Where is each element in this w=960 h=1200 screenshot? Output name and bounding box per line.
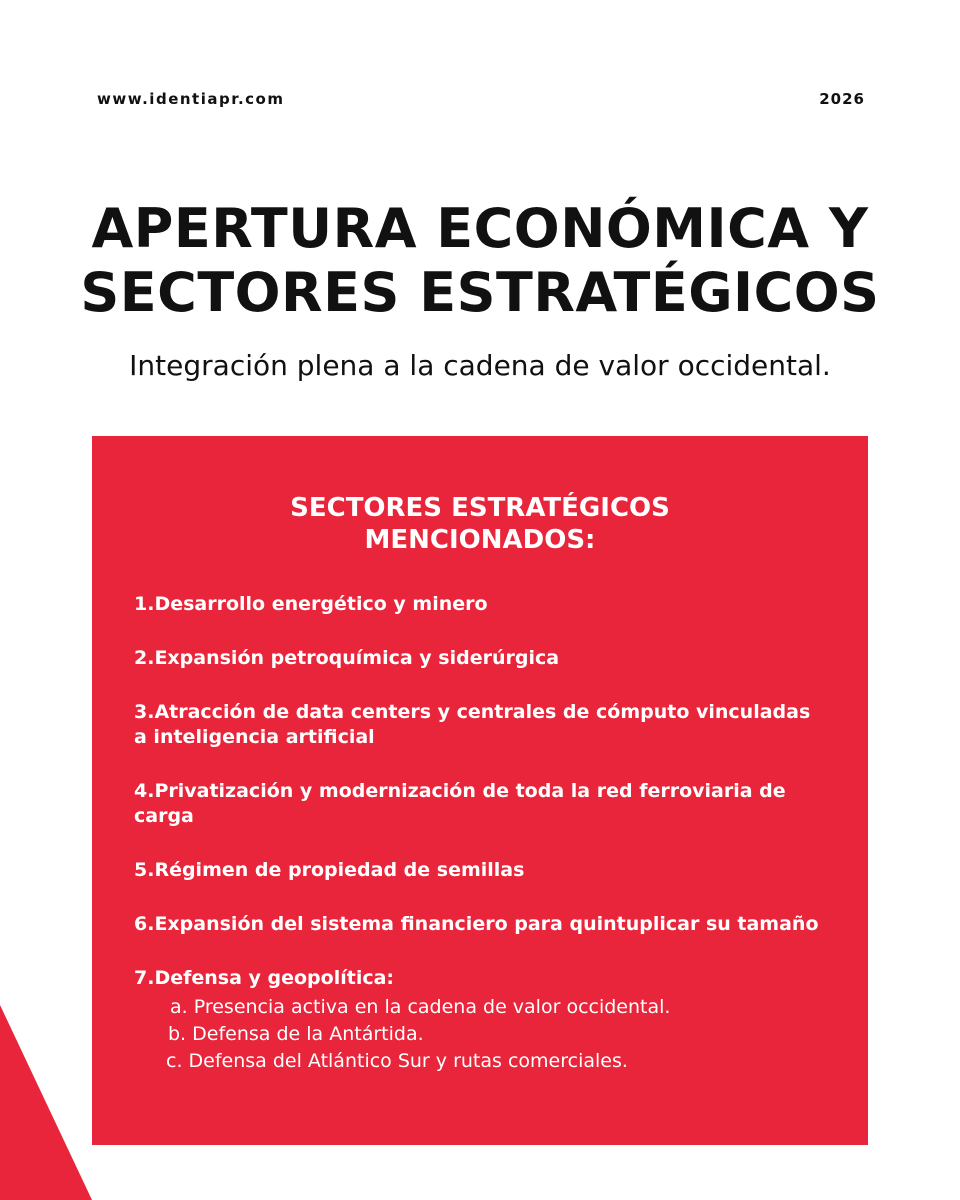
sublist-item: c. Defensa del Atlántico Sur y rutas comerciales.	[166, 1050, 628, 1072]
card-title-line-2: MENCIONADOS:	[364, 525, 596, 555]
page-title-line-1: APERTURA ECONÓMICA Y	[91, 197, 869, 260]
page-subtitle: Integración plena a la cadena de valor occidental.	[129, 349, 831, 382]
defense-sublist	[134, 994, 824, 1075]
list-item: 3.Atracción de data centers y centrales de cómputo vinculadas a inteligencia artificial	[134, 701, 811, 748]
year-label: 2026	[819, 90, 865, 108]
list-item: 2.Expansión petroquímica y siderúrgica	[134, 647, 560, 669]
list-item: 1.Desarrollo energético y minero	[134, 593, 488, 615]
card-title	[92, 492, 868, 556]
list-item: 5.Régimen de propiedad de semillas	[134, 859, 525, 881]
list-item-defense	[134, 966, 824, 1075]
sectors-card	[92, 436, 868, 1145]
sublist-item: b. Defensa de la Antártida.	[168, 1023, 424, 1045]
card-title-line-1: SECTORES ESTRATÉGICOS	[290, 493, 670, 523]
corner-decoration	[0, 1005, 92, 1200]
sublist-item: a. Presencia activa en la cadena de valor occidental.	[170, 996, 671, 1018]
list-item-label: 7.Defensa y geopolítica:	[134, 967, 395, 989]
page-title	[0, 197, 960, 325]
site-url: www.identiapr.com	[97, 90, 285, 108]
sector-list	[134, 592, 824, 1075]
page-title-line-2: SECTORES ESTRATÉGICOS	[80, 261, 880, 324]
list-item: 6.Expansión del sistema financiero para quintuplicar su tamaño	[134, 913, 819, 935]
list-item: 4.Privatización y modernización de toda la red ferroviaria de carga	[134, 780, 786, 827]
